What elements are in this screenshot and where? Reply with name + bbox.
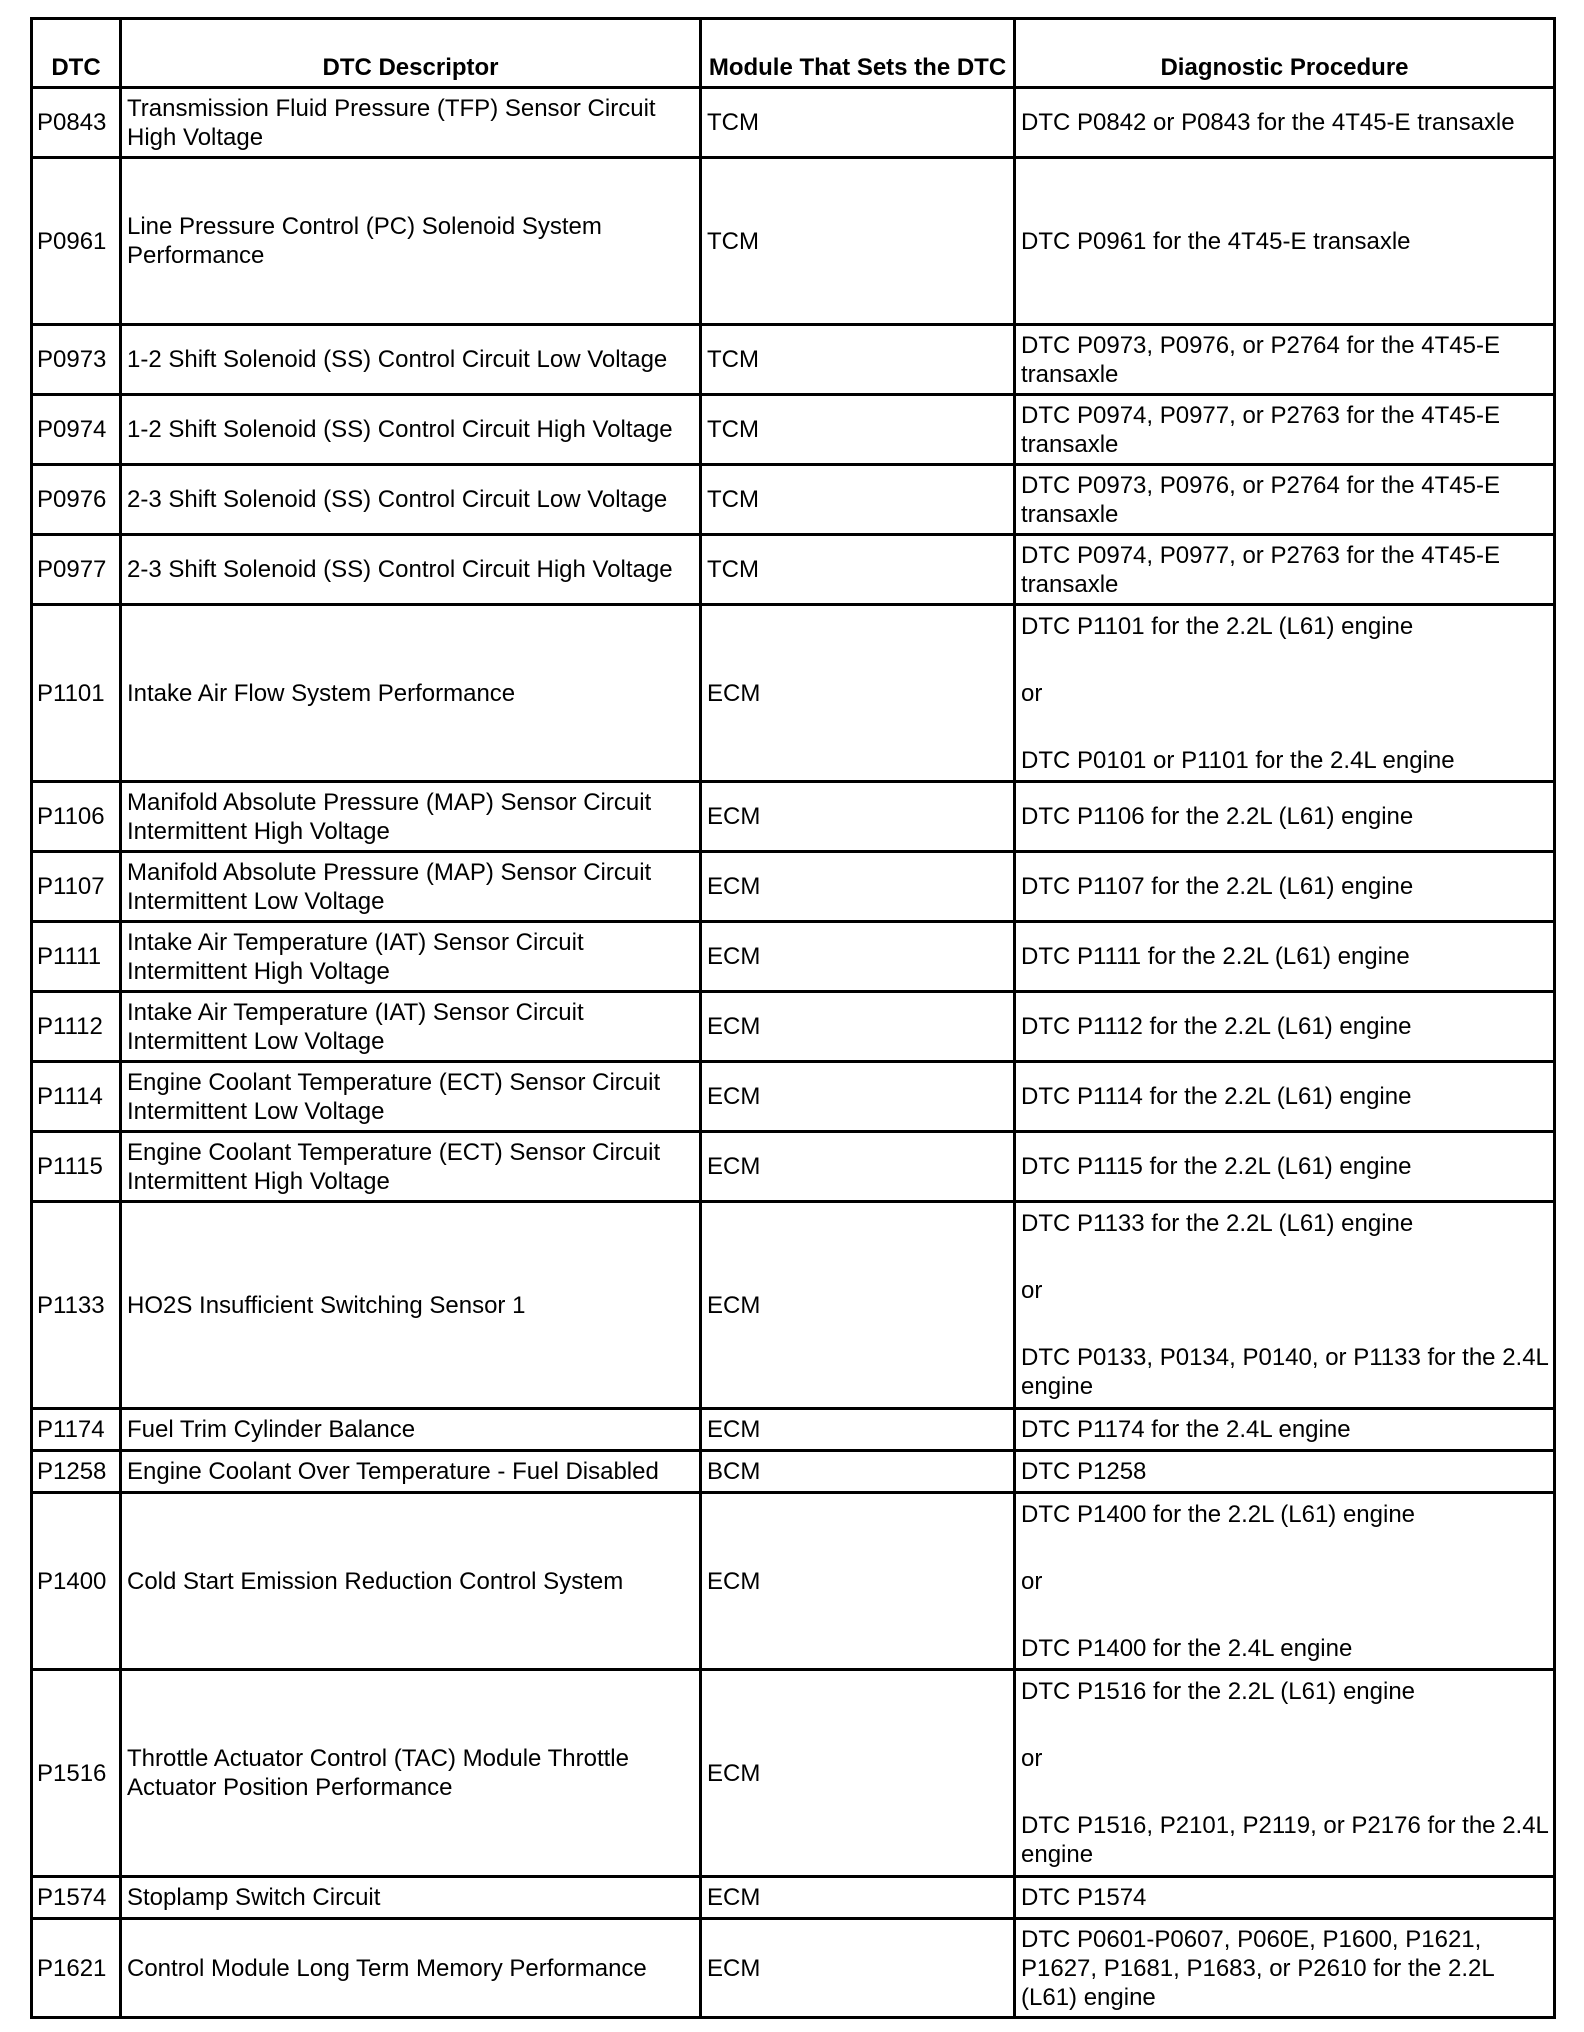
procedure-line: DTC P1107 for the 2.2L (L61) engine xyxy=(1021,873,1414,900)
diagnostic-procedure xyxy=(1015,88,1555,158)
diagnostic-procedure xyxy=(1015,535,1555,605)
diagnostic-procedure xyxy=(1015,158,1555,325)
table-row xyxy=(32,465,1555,535)
procedure-line: DTC P1111 for the 2.2L (L61) engine xyxy=(1021,943,1410,970)
header-module: Module That Sets the DTC xyxy=(701,19,1015,88)
table-row xyxy=(32,1409,1555,1451)
dtc-code: P0974 xyxy=(32,395,121,465)
procedure-line: DTC P1516 for the 2.2L (L61) engine xyxy=(1021,1678,1416,1705)
procedure-spacer xyxy=(1021,1773,1548,1811)
diagnostic-procedure xyxy=(1015,465,1555,535)
dtc-code: P1111 xyxy=(32,922,121,992)
module-name: ECM xyxy=(701,1409,1015,1451)
header-procedure: Diagnostic Procedure xyxy=(1015,19,1555,88)
diagnostic-procedure xyxy=(1015,1062,1555,1132)
module-name: TCM xyxy=(701,88,1015,158)
dtc-descriptor: Fuel Trim Cylinder Balance xyxy=(121,1409,701,1451)
procedure-spacer xyxy=(1021,1596,1548,1634)
table-row xyxy=(32,1877,1555,1919)
dtc-descriptor: 2-3 Shift Solenoid (SS) Control Circuit High Voltage xyxy=(121,535,701,605)
procedure-line: DTC P0601-P0607, P060E, P1600, P1621, P1627, P1681, P1683, or P2610 for the 2.2L (L61) engine xyxy=(1021,1925,1494,2011)
procedure-line: DTC P1133 for the 2.2L (L61) engine xyxy=(1021,1210,1414,1237)
dtc-descriptor: Cold Start Emission Reduction Control System xyxy=(121,1493,701,1670)
dtc-code: P0961 xyxy=(32,158,121,325)
diagnostic-procedure xyxy=(1015,852,1555,922)
procedure-line: DTC P0974, P0977, or P2763 for the 4T45-E transaxle xyxy=(1021,541,1500,598)
diagnostic-procedure xyxy=(1015,1670,1555,1877)
module-name: TCM xyxy=(701,535,1015,605)
dtc-code: P1114 xyxy=(32,1062,121,1132)
dtc-descriptor: 2-3 Shift Solenoid (SS) Control Circuit Low Voltage xyxy=(121,465,701,535)
procedure-line: DTC P1400 for the 2.2L (L61) engine xyxy=(1021,1500,1416,1528)
dtc-descriptor: Engine Coolant Over Temperature - Fuel Disabled xyxy=(121,1451,701,1493)
table-row xyxy=(32,782,1555,852)
procedure-line: DTC P0974, P0977, or P2763 for the 4T45-E transaxle xyxy=(1021,401,1500,458)
diagnostic-procedure xyxy=(1015,1451,1555,1493)
dtc-descriptor: Engine Coolant Temperature (ECT) Sensor Circuit Intermittent Low Voltage xyxy=(121,1062,701,1132)
module-name: ECM xyxy=(701,992,1015,1062)
dtc-code: P0976 xyxy=(32,465,121,535)
diagnostic-procedure xyxy=(1015,1493,1555,1670)
dtc-code: P1115 xyxy=(32,1132,121,1202)
dtc-descriptor: Intake Air Temperature (IAT) Sensor Circuit Intermittent High Voltage xyxy=(121,922,701,992)
procedure-line: DTC P0101 or P1101 for the 2.4L engine xyxy=(1021,746,1455,774)
procedure-line: or xyxy=(1021,1745,1043,1772)
procedure-spacer xyxy=(1021,1238,1548,1276)
procedure-spacer xyxy=(1021,708,1548,746)
dtc-descriptor: Line Pressure Control (PC) Solenoid System Performance xyxy=(121,158,701,325)
module-name: ECM xyxy=(701,1670,1015,1877)
module-name: ECM xyxy=(701,1062,1015,1132)
dtc-descriptor: Control Module Long Term Memory Performance xyxy=(121,1919,701,2018)
module-name: ECM xyxy=(701,852,1015,922)
dtc-code: P0973 xyxy=(32,325,121,395)
diagnostic-procedure xyxy=(1015,782,1555,852)
procedure-line: DTC P1115 for the 2.2L (L61) engine xyxy=(1021,1153,1412,1180)
module-name: TCM xyxy=(701,395,1015,465)
table-row xyxy=(32,1132,1555,1202)
diagnostic-procedure xyxy=(1015,922,1555,992)
module-name: ECM xyxy=(701,1132,1015,1202)
dtc-descriptor: Stoplamp Switch Circuit xyxy=(121,1877,701,1919)
header-descriptor: DTC Descriptor xyxy=(121,19,701,88)
dtc-code: P1174 xyxy=(32,1409,121,1451)
procedure-line: DTC P1101 for the 2.2L (L61) engine xyxy=(1021,612,1414,640)
procedure-line: or xyxy=(1021,1277,1043,1304)
table-row xyxy=(32,922,1555,992)
table-row xyxy=(32,852,1555,922)
procedure-line: DTC P0842 or P0843 for the 4T45-E transaxle xyxy=(1021,109,1515,136)
table-header-row xyxy=(32,19,1555,88)
module-name: ECM xyxy=(701,605,1015,782)
module-name: ECM xyxy=(701,782,1015,852)
dtc-descriptor: Transmission Fluid Pressure (TFP) Sensor Circuit High Voltage xyxy=(121,88,701,158)
diagnostic-procedure xyxy=(1015,605,1555,782)
dtc-descriptor: Engine Coolant Temperature (ECT) Sensor Circuit Intermittent High Voltage xyxy=(121,1132,701,1202)
module-name: TCM xyxy=(701,325,1015,395)
dtc-descriptor: Intake Air Flow System Performance xyxy=(121,605,701,782)
table-row xyxy=(32,992,1555,1062)
dtc-code: P1106 xyxy=(32,782,121,852)
diagnostic-procedure xyxy=(1015,1132,1555,1202)
module-name: ECM xyxy=(701,1202,1015,1409)
dtc-descriptor: 1-2 Shift Solenoid (SS) Control Circuit Low Voltage xyxy=(121,325,701,395)
procedure-spacer xyxy=(1021,1305,1548,1343)
dtc-code: P1133 xyxy=(32,1202,121,1409)
table-row xyxy=(32,1493,1555,1670)
procedure-line: DTC P1400 for the 2.4L engine xyxy=(1021,1634,1353,1662)
diagnostic-procedure xyxy=(1015,1409,1555,1451)
procedure-spacer xyxy=(1021,1706,1548,1744)
dtc-descriptor: HO2S Insufficient Switching Sensor 1 xyxy=(121,1202,701,1409)
procedure-line: DTC P1258 xyxy=(1021,1458,1147,1485)
procedure-line: DTC P0973, P0976, or P2764 for the 4T45-E transaxle xyxy=(1021,471,1500,528)
dtc-code: P1112 xyxy=(32,992,121,1062)
dtc-code: P1107 xyxy=(32,852,121,922)
dtc-code: P1516 xyxy=(32,1670,121,1877)
header-dtc: DTC xyxy=(32,19,121,88)
diagnostic-procedure xyxy=(1015,1202,1555,1409)
diagnostic-procedure xyxy=(1015,992,1555,1062)
dtc-code: P0843 xyxy=(32,88,121,158)
procedure-line: or xyxy=(1021,679,1043,707)
procedure-line: DTC P1574 xyxy=(1021,1884,1147,1911)
dtc-code: P0977 xyxy=(32,535,121,605)
dtc-code: P1258 xyxy=(32,1451,121,1493)
procedure-line: DTC P1112 for the 2.2L (L61) engine xyxy=(1021,1013,1412,1040)
procedure-line: DTC P1114 for the 2.2L (L61) engine xyxy=(1021,1083,1412,1110)
module-name: TCM xyxy=(701,158,1015,325)
dtc-descriptor: 1-2 Shift Solenoid (SS) Control Circuit High Voltage xyxy=(121,395,701,465)
diagnostic-procedure xyxy=(1015,395,1555,465)
table-row xyxy=(32,158,1555,325)
table-row xyxy=(32,605,1555,782)
table-row xyxy=(32,1202,1555,1409)
procedure-line: DTC P1516, P2101, P2119, or P2176 for the 2.4L engine xyxy=(1021,1812,1549,1868)
procedure-line: DTC P0973, P0976, or P2764 for the 4T45-E transaxle xyxy=(1021,331,1500,388)
module-name: TCM xyxy=(701,465,1015,535)
module-name: BCM xyxy=(701,1451,1015,1493)
table-row xyxy=(32,1670,1555,1877)
dtc-code: P1621 xyxy=(32,1919,121,2018)
module-name: ECM xyxy=(701,1493,1015,1670)
module-name: ECM xyxy=(701,922,1015,992)
module-name: ECM xyxy=(701,1877,1015,1919)
dtc-descriptor: Manifold Absolute Pressure (MAP) Sensor Circuit Intermittent High Voltage xyxy=(121,782,701,852)
dtc-descriptor: Manifold Absolute Pressure (MAP) Sensor Circuit Intermittent Low Voltage xyxy=(121,852,701,922)
procedure-line: or xyxy=(1021,1567,1043,1595)
diagnostic-procedure xyxy=(1015,1877,1555,1919)
diagnostic-procedure xyxy=(1015,1919,1555,2018)
table-row xyxy=(32,1919,1555,2018)
table-row xyxy=(32,1062,1555,1132)
dtc-code: P1101 xyxy=(32,605,121,782)
dtc-descriptor: Intake Air Temperature (IAT) Sensor Circuit Intermittent Low Voltage xyxy=(121,992,701,1062)
procedure-spacer xyxy=(1021,1529,1548,1567)
procedure-line: DTC P1174 for the 2.4L engine xyxy=(1021,1416,1351,1443)
table-row xyxy=(32,88,1555,158)
procedure-line: DTC P0133, P0134, P0140, or P1133 for the 2.4L engine xyxy=(1021,1344,1549,1400)
procedure-spacer xyxy=(1021,641,1548,679)
module-name: ECM xyxy=(701,1919,1015,2018)
procedure-line: DTC P0961 for the 4T45-E transaxle xyxy=(1021,227,1411,255)
table-row xyxy=(32,535,1555,605)
procedure-line: DTC P1106 for the 2.2L (L61) engine xyxy=(1021,803,1414,830)
table-row xyxy=(32,1451,1555,1493)
dtc-code: P1400 xyxy=(32,1493,121,1670)
table-body xyxy=(32,88,1555,2018)
table-row xyxy=(32,395,1555,465)
table-row xyxy=(32,325,1555,395)
dtc-table xyxy=(30,17,1556,2019)
dtc-descriptor: Throttle Actuator Control (TAC) Module Throttle Actuator Position Performance xyxy=(121,1670,701,1877)
dtc-code: P1574 xyxy=(32,1877,121,1919)
diagnostic-procedure xyxy=(1015,325,1555,395)
